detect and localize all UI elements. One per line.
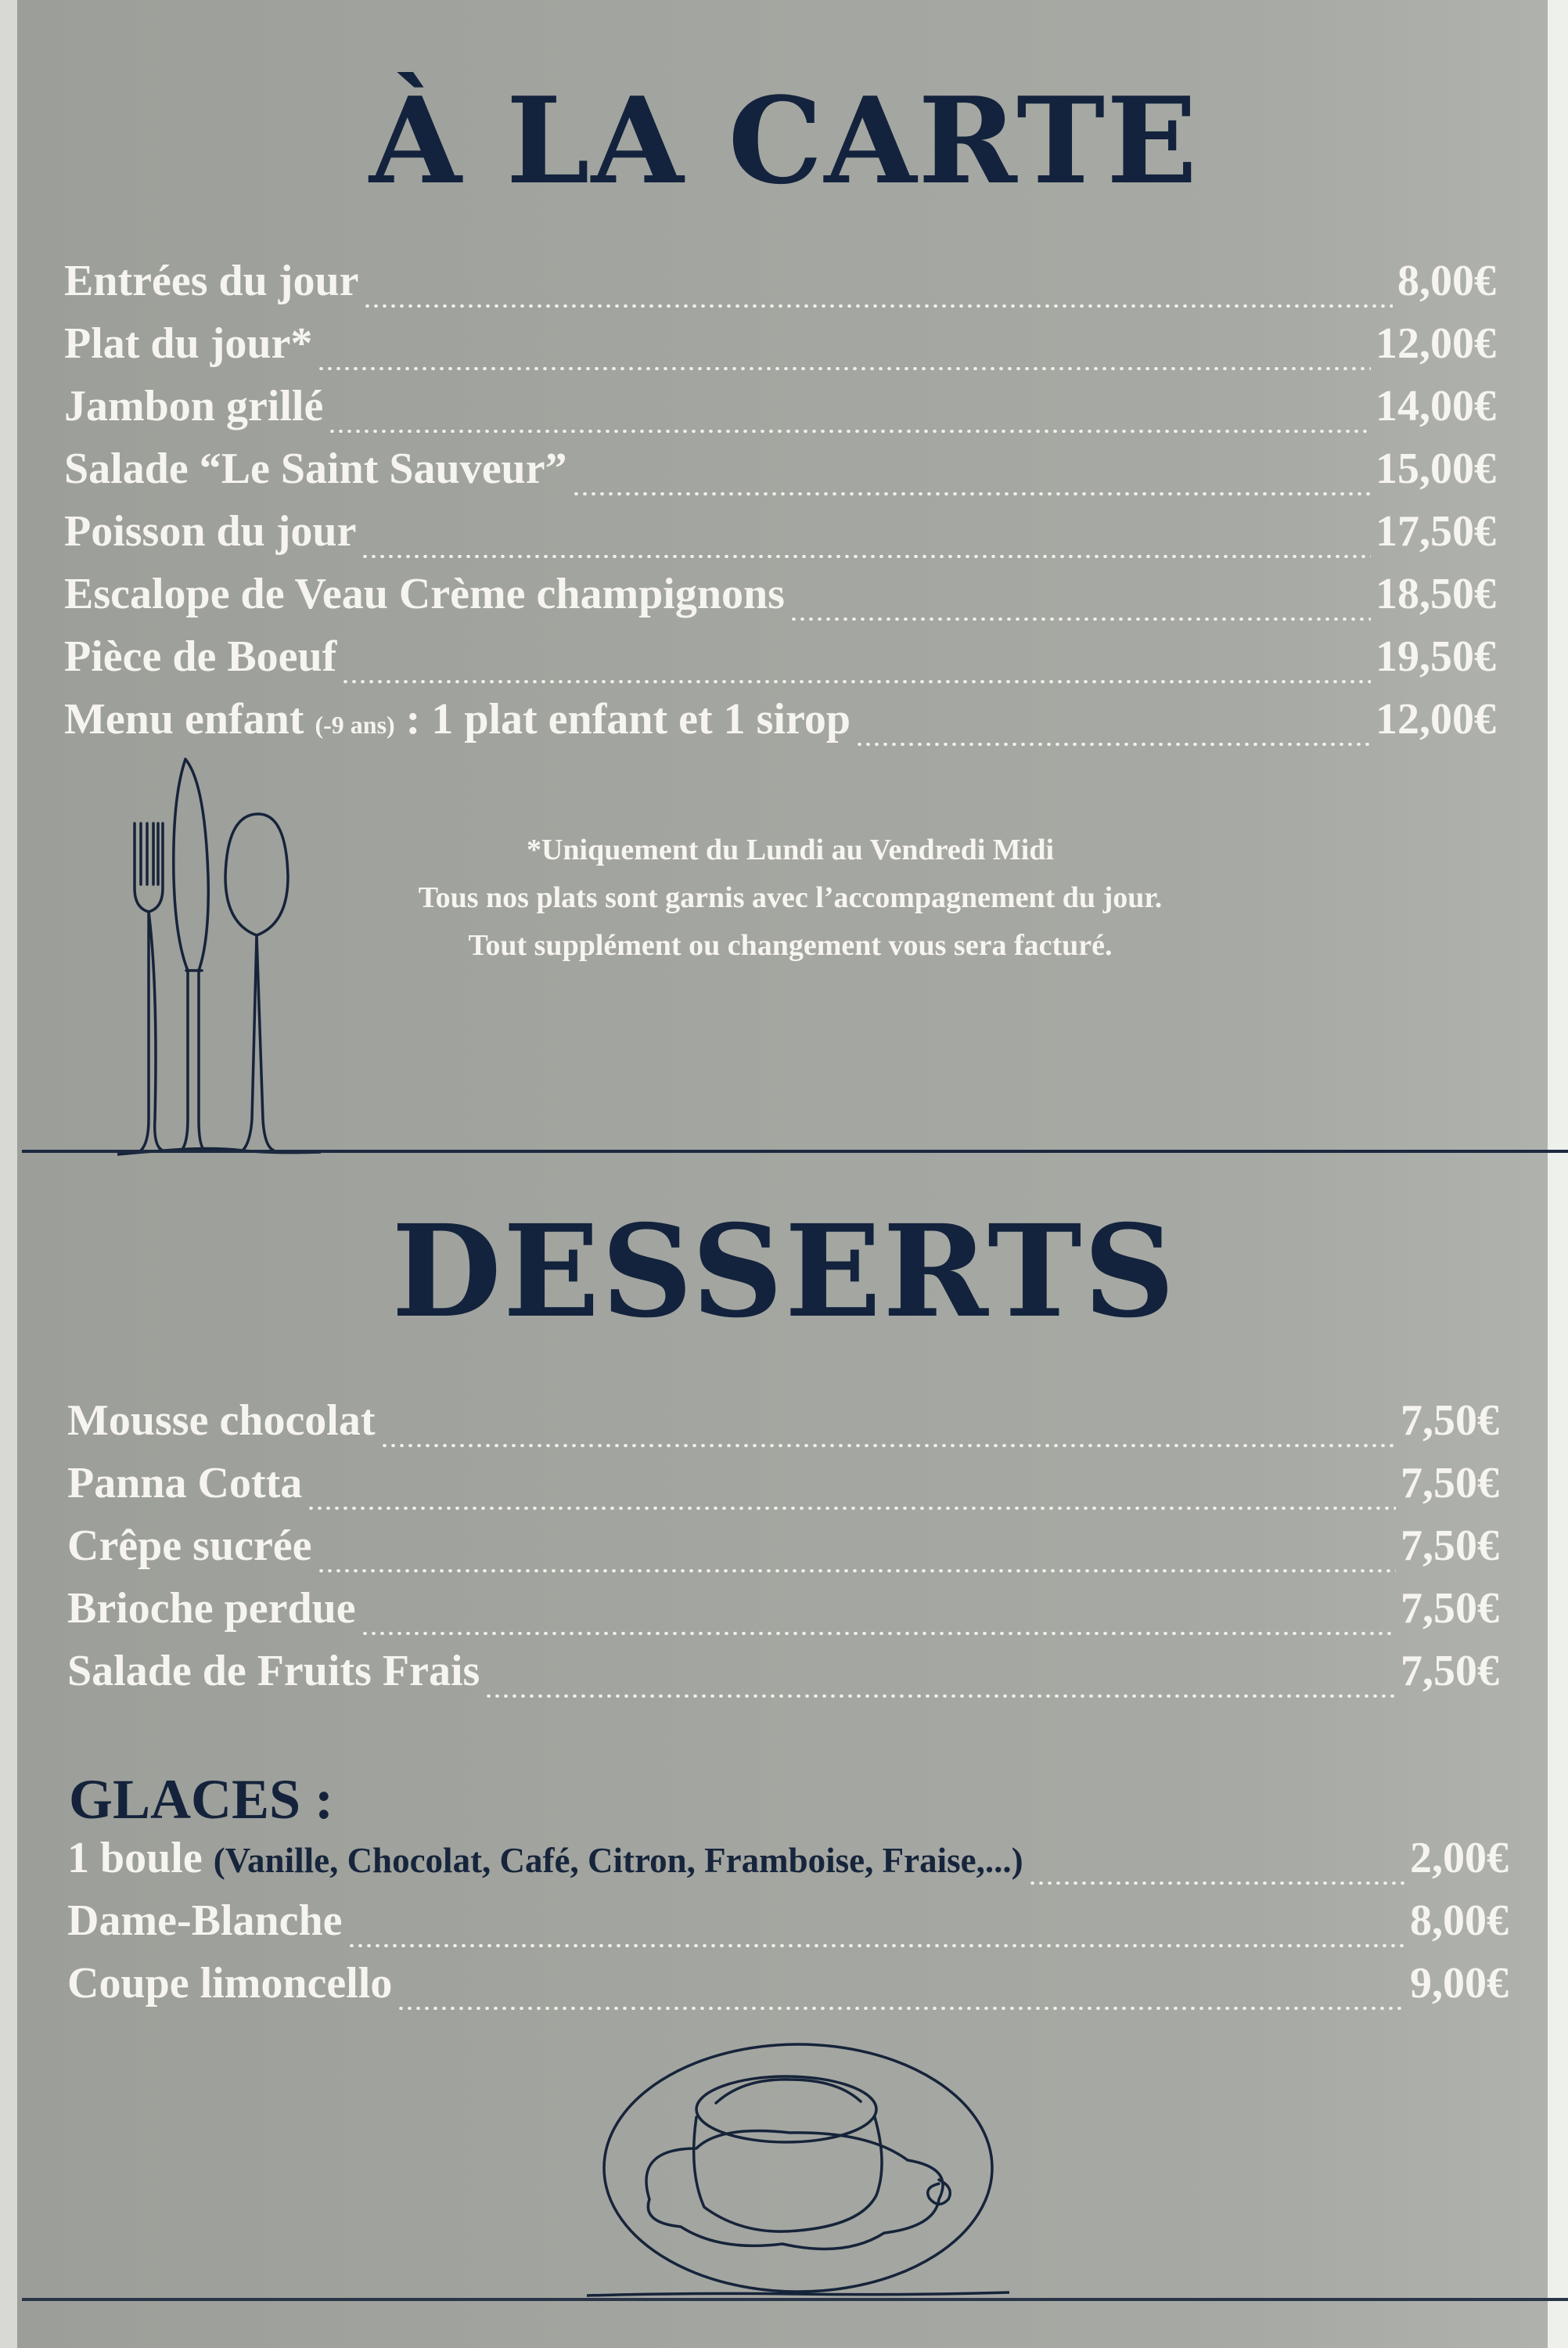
item-name-text: 1 boule bbox=[67, 1834, 203, 1882]
item-price: 9,00€ bbox=[1410, 1959, 1509, 2008]
item-note: (-9 ans) bbox=[315, 711, 395, 739]
item-price: 7,50€ bbox=[1401, 1522, 1499, 1570]
item-price: 19,50€ bbox=[1376, 632, 1496, 681]
menu-item bbox=[64, 506, 1496, 569]
menu-item bbox=[67, 1458, 1499, 1521]
page-edge-left bbox=[0, 0, 17, 2348]
page-edge-right bbox=[1548, 0, 1568, 2348]
item-price: 15,00€ bbox=[1376, 445, 1496, 493]
menu-item bbox=[67, 1583, 1499, 1646]
bottom-divider bbox=[22, 2298, 1568, 2301]
item-name-text: Menu enfant bbox=[64, 695, 304, 744]
dotted-leader bbox=[363, 304, 1393, 308]
item-name: Jambon grillé bbox=[64, 382, 324, 430]
menu-item bbox=[67, 1958, 1509, 2021]
dotted-leader bbox=[317, 1569, 1396, 1572]
item-price: 7,50€ bbox=[1401, 1459, 1499, 1507]
item-detail: : 1 plat enfant et 1 sirop bbox=[405, 695, 851, 744]
glaces-title: GLACES : bbox=[69, 1768, 334, 1831]
dotted-leader bbox=[397, 2007, 1405, 2010]
item-price: 12,00€ bbox=[1376, 319, 1496, 368]
item-price: 7,50€ bbox=[1401, 1584, 1499, 1633]
item-price: 12,00€ bbox=[1376, 695, 1496, 744]
menu-item bbox=[64, 381, 1496, 444]
dotted-leader bbox=[328, 430, 1371, 433]
item-price: 2,00€ bbox=[1410, 1834, 1509, 1882]
section-divider bbox=[22, 1150, 1568, 1153]
item-name: Panna Cotta bbox=[67, 1459, 303, 1507]
item-price: 7,50€ bbox=[1401, 1396, 1499, 1445]
item-price: 17,50€ bbox=[1376, 507, 1496, 556]
dotted-leader bbox=[341, 680, 1371, 683]
item-name: Poisson du jour bbox=[64, 507, 357, 556]
item-price: 18,50€ bbox=[1376, 570, 1496, 618]
item-name: Brioche perdue bbox=[67, 1584, 356, 1633]
dessert-cup-icon bbox=[587, 2031, 1009, 2297]
dotted-leader bbox=[484, 1694, 1396, 1698]
menu-item bbox=[67, 1521, 1499, 1583]
item-name: Dame-Blanche bbox=[67, 1896, 343, 1945]
menu-item bbox=[67, 1395, 1499, 1458]
dotted-leader bbox=[1028, 1882, 1405, 1885]
menu-item bbox=[64, 256, 1496, 319]
menu-item bbox=[64, 694, 1496, 757]
dotted-leader bbox=[317, 367, 1371, 370]
menu-item bbox=[67, 1896, 1509, 1958]
menu-item bbox=[64, 632, 1496, 694]
dotted-leader bbox=[361, 1632, 1396, 1635]
item-price: 14,00€ bbox=[1376, 382, 1496, 430]
item-name: Plat du jour* bbox=[64, 319, 313, 368]
menu-item bbox=[67, 1833, 1509, 1896]
item-name: Salade de Fruits Frais bbox=[67, 1647, 480, 1695]
note-line: *Uniquement du Lundi au Vendredi Midi bbox=[526, 834, 1055, 866]
item-name: Crêpe sucrée bbox=[67, 1522, 312, 1570]
note-line: Tous nos plats sont garnis avec l’accompagnement du jour. bbox=[418, 881, 1163, 914]
carte-notes bbox=[297, 826, 1283, 970]
item-name: Coupe limoncello bbox=[67, 1959, 393, 2008]
menu-item bbox=[64, 319, 1496, 381]
desserts-title: DESSERTS bbox=[391, 1197, 1177, 1346]
desserts-list bbox=[67, 1395, 1499, 1709]
item-price: 8,00€ bbox=[1397, 257, 1496, 305]
dotted-leader bbox=[380, 1444, 1396, 1447]
dotted-leader bbox=[789, 618, 1371, 621]
dotted-leader bbox=[855, 743, 1371, 746]
dotted-leader bbox=[347, 1944, 1405, 1947]
item-name: Mousse chocolat bbox=[67, 1396, 376, 1445]
menu-item bbox=[67, 1646, 1499, 1709]
glaces-list bbox=[67, 1833, 1509, 2021]
carte-title: À LA CARTE bbox=[369, 70, 1199, 211]
menu-item bbox=[64, 569, 1496, 632]
item-name: Salade “Le Saint Sauveur” bbox=[64, 445, 567, 493]
item-detail: (Vanille, Chocolat, Café, Citron, Framboise, Fraise,...) bbox=[213, 1841, 1023, 1880]
item-name: Escalope de Veau Crème champignons bbox=[64, 570, 785, 618]
item-name bbox=[64, 694, 851, 744]
item-name: Pièce de Boeuf bbox=[64, 632, 337, 681]
item-name: Entrées du jour bbox=[64, 257, 359, 305]
dotted-leader bbox=[307, 1507, 1396, 1510]
item-price: 8,00€ bbox=[1410, 1896, 1509, 1945]
dotted-leader bbox=[361, 555, 1371, 558]
carte-list bbox=[64, 256, 1496, 757]
note-line: Tout supplément ou changement vous sera facturé. bbox=[468, 929, 1113, 962]
item-price: 7,50€ bbox=[1401, 1647, 1499, 1695]
menu-item bbox=[64, 444, 1496, 506]
dotted-leader bbox=[572, 492, 1371, 495]
cutlery-icon bbox=[117, 751, 321, 1158]
item-name bbox=[67, 1833, 1023, 1883]
